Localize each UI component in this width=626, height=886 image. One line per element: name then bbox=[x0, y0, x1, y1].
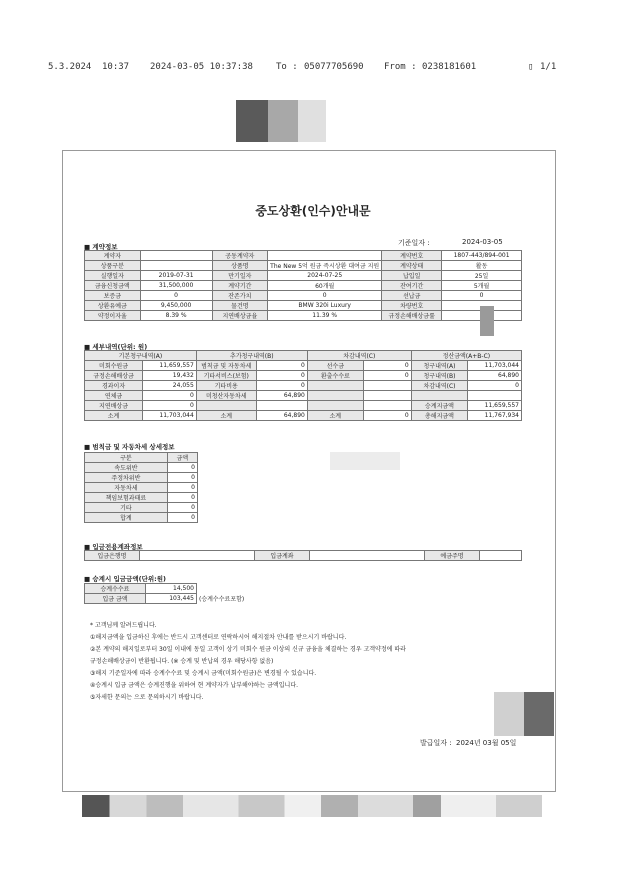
detail-value bbox=[363, 391, 411, 401]
detail-label: 연체금 bbox=[85, 391, 143, 401]
fax-timestamp: 2024-03-05 10:37:38 bbox=[150, 62, 253, 72]
detail-value bbox=[363, 401, 411, 411]
section-transfer: ■ 승계시 입금금액(단위:원) bbox=[84, 574, 166, 583]
contract-value: 1807-443/894-001 bbox=[442, 251, 522, 261]
detail-header: 기본청구내역(A) bbox=[85, 351, 197, 361]
contract-label: 상환유예금 bbox=[85, 301, 141, 311]
detail-value bbox=[468, 391, 522, 401]
contract-value: BMW 320i Luxury bbox=[268, 301, 382, 311]
contract-label: 규정손해배상금률 bbox=[382, 311, 442, 321]
detail-label: 선수금 bbox=[307, 361, 363, 371]
detail-label: 청구내역(B) bbox=[411, 371, 468, 381]
detail-value: 11,703,044 bbox=[468, 361, 522, 371]
detail-value bbox=[363, 381, 411, 391]
penalty-row bbox=[85, 483, 198, 493]
detail-header: 정산금액(A+B-C) bbox=[411, 351, 521, 361]
detail-value: 0 bbox=[363, 371, 411, 381]
section-detail: ■ 세부내역(단위: 원) bbox=[84, 342, 147, 351]
detail-header: 추가청구내역(B) bbox=[196, 351, 307, 361]
contract-value: 11.39 % bbox=[268, 311, 382, 321]
contract-value: 활동 bbox=[442, 261, 522, 271]
contract-label: 보증금 bbox=[85, 291, 141, 301]
detail-label: 소계 bbox=[196, 411, 256, 421]
base-date-label: 기준일자 : bbox=[398, 239, 430, 247]
detail-label: 경과이자 bbox=[85, 381, 143, 391]
penalty-label: 합계 bbox=[85, 513, 168, 523]
detail-label bbox=[307, 391, 363, 401]
contract-value: 5개월 bbox=[442, 281, 522, 291]
bottom-redaction-bar bbox=[82, 795, 542, 817]
detail-value: 11,659,557 bbox=[468, 401, 522, 411]
detail-value: 0 bbox=[363, 361, 411, 371]
penalty-row bbox=[85, 503, 198, 513]
contract-value: 0 bbox=[140, 291, 212, 301]
contract-label: 금융신청금액 bbox=[85, 281, 141, 291]
contract-label: 납입일 bbox=[382, 271, 442, 281]
contract-label: 계약자 bbox=[85, 251, 141, 261]
section-account: ■ 입금전용계좌정보 bbox=[84, 542, 143, 551]
detail-label: 차감내역(C) bbox=[411, 381, 468, 391]
contract-label: 지연배상금율 bbox=[212, 311, 268, 321]
contract-value: 2019-07-31 bbox=[140, 271, 212, 281]
contract-label: 계약번호 bbox=[382, 251, 442, 261]
contract-value: 31,500,000 bbox=[140, 281, 212, 291]
contract-value: The New 5억 원금 즉시상환 대여금 지원 bbox=[268, 261, 382, 271]
transfer-fee-value: 14,500 bbox=[146, 584, 197, 594]
account-number-label: 입금계좌 bbox=[255, 551, 310, 561]
note-line: ③해지 기준일자에 따라 승계수수료 및 승계시 금액(미회수원금)은 변경될 수 있습니다. bbox=[90, 670, 317, 677]
detail-value: 0 bbox=[468, 381, 522, 391]
contract-label: 계약기간 bbox=[212, 281, 268, 291]
contract-value: 9,450,000 bbox=[140, 301, 212, 311]
note-line: ①해지금액을 입금하신 후에는 반드시 고객센터로 연락하시어 해지절차 안내를 받으시기 바랍니다. bbox=[90, 634, 347, 641]
detail-row bbox=[85, 411, 522, 421]
contract-value: 25일 bbox=[442, 271, 522, 281]
transfer-fee-label: 승계수수료 bbox=[85, 584, 146, 594]
fax-from-number: 0238181601 bbox=[422, 62, 477, 72]
contract-label: 잔여기간 bbox=[382, 281, 442, 291]
contract-label: 물건명 bbox=[212, 301, 268, 311]
contract-row bbox=[85, 291, 522, 301]
detail-value: 11,767,934 bbox=[468, 411, 522, 421]
detail-value: 0 bbox=[256, 371, 307, 381]
deposit-amount-label: 입금 금액 bbox=[85, 594, 146, 604]
contract-row bbox=[85, 271, 522, 281]
redaction-block bbox=[330, 452, 400, 470]
penalty-row bbox=[85, 473, 198, 483]
detail-value: 0 bbox=[256, 361, 307, 371]
contract-value: 60개월 bbox=[268, 281, 382, 291]
penalty-row bbox=[85, 493, 198, 503]
detail-label bbox=[307, 381, 363, 391]
penalty-table bbox=[84, 452, 198, 523]
detail-value: 19,432 bbox=[143, 371, 197, 381]
contract-value bbox=[140, 251, 212, 261]
detail-value: 0 bbox=[256, 381, 307, 391]
detail-label: 소계 bbox=[307, 411, 363, 421]
deposit-amount-value: 103,445 bbox=[146, 594, 197, 604]
detail-row bbox=[85, 371, 522, 381]
detail-row bbox=[85, 381, 522, 391]
penalty-row bbox=[85, 463, 198, 473]
detail-row bbox=[85, 391, 522, 401]
issue-date: 2024년 03월 05일 bbox=[456, 739, 517, 747]
redaction-block bbox=[480, 306, 494, 336]
note-line: ④승계시 입금 금액은 승계진행을 위하여 현 계약자가 납부해야하는 금액입니다. bbox=[90, 682, 299, 689]
account-holder-label: 예금주명 bbox=[425, 551, 480, 561]
note-line: ⑤자세한 문의는 으로 문의하시기 바랍니다. bbox=[90, 694, 204, 701]
page-icon: ▯ bbox=[528, 62, 534, 72]
redaction-block bbox=[298, 100, 326, 142]
detail-label: 미회수원금 bbox=[85, 361, 143, 371]
detail-label: 기타비용 bbox=[196, 381, 256, 391]
contract-label: 약정이자율 bbox=[85, 311, 141, 321]
note-line: * 고객님께 알려드립니다. bbox=[90, 622, 157, 629]
contract-label: 실행일자 bbox=[85, 271, 141, 281]
fax-to-number: 05077705690 bbox=[304, 62, 364, 72]
note-line: 규정손해배상금이 반환됩니다. (※ 승계 및 반납의 경우 해당사항 없음) bbox=[90, 658, 274, 665]
detail-value bbox=[256, 401, 307, 411]
deposit-amount-note: (승계수수료포함) bbox=[199, 596, 245, 603]
contract-row bbox=[85, 261, 522, 271]
penalty-value: 0 bbox=[167, 513, 197, 523]
fax-page-indicator: 1/1 bbox=[540, 62, 557, 72]
document-title: 중도상환(인수)안내문 bbox=[255, 204, 371, 218]
fax-to-label: To : bbox=[276, 62, 298, 72]
contract-row bbox=[85, 311, 522, 321]
detail-label: 소계 bbox=[85, 411, 143, 421]
penalty-label: 속도위반 bbox=[85, 463, 168, 473]
contract-row bbox=[85, 251, 522, 261]
redaction-block bbox=[524, 692, 554, 736]
fax-time: 10:37 bbox=[102, 62, 130, 72]
contract-value bbox=[140, 261, 212, 271]
contract-label: 선납금 bbox=[382, 291, 442, 301]
contract-label: 만기일자 bbox=[212, 271, 268, 281]
account-table bbox=[84, 550, 522, 561]
contract-row bbox=[85, 281, 522, 291]
penalty-value: 0 bbox=[167, 503, 197, 513]
detail-value: 11,703,044 bbox=[143, 411, 197, 421]
detail-value: 0 bbox=[143, 401, 197, 411]
penalty-value: 0 bbox=[167, 493, 197, 503]
penalty-header: 구분 bbox=[85, 453, 168, 463]
contract-label: 상품명 bbox=[212, 261, 268, 271]
contract-value: 0 bbox=[442, 291, 522, 301]
contract-label: 잔존가치 bbox=[212, 291, 268, 301]
detail-label: 미청산자동차세 bbox=[196, 391, 256, 401]
penalty-header-row bbox=[85, 453, 198, 463]
redaction-block bbox=[268, 100, 298, 142]
detail-value: 0 bbox=[363, 411, 411, 421]
base-date: 2024-03-05 bbox=[462, 238, 503, 246]
contract-table bbox=[84, 250, 522, 321]
contract-row bbox=[85, 301, 522, 311]
redaction-block bbox=[494, 692, 524, 736]
penalty-header: 금액 bbox=[167, 453, 197, 463]
contract-label: 상품구분 bbox=[85, 261, 141, 271]
detail-value: 24,055 bbox=[143, 381, 197, 391]
penalty-value: 0 bbox=[167, 463, 197, 473]
detail-label: 범칙금 및 자동차세 bbox=[196, 361, 256, 371]
detail-label: 환출수수료 bbox=[307, 371, 363, 381]
contract-value: 0 bbox=[268, 291, 382, 301]
detail-label bbox=[411, 391, 468, 401]
penalty-value: 0 bbox=[167, 473, 197, 483]
penalty-label: 주정차위반 bbox=[85, 473, 168, 483]
contract-value bbox=[268, 251, 382, 261]
bank-name-label: 입금은행명 bbox=[85, 551, 140, 561]
fax-from-label: From : bbox=[384, 62, 417, 72]
fax-date: 5.3.2024 bbox=[48, 62, 92, 72]
detail-header: 차감내역(C) bbox=[307, 351, 411, 361]
transfer-table bbox=[84, 583, 247, 604]
section-contract: ■ 계약정보 bbox=[84, 242, 118, 251]
contract-label: 계약상태 bbox=[382, 261, 442, 271]
detail-label: 규정손해배상금 bbox=[85, 371, 143, 381]
contract-value: 2024-07-25 bbox=[268, 271, 382, 281]
detail-label bbox=[307, 401, 363, 411]
penalty-row bbox=[85, 513, 198, 523]
note-line: ②본 계약의 해지일로부터 30일 이내에 동일 고객이 상기 미회수 원금 이상의 신규 금융을 체결하는 경우 고객약정에 따라 bbox=[90, 646, 406, 653]
penalty-label: 자동차세 bbox=[85, 483, 168, 493]
detail-value: 0 bbox=[143, 391, 197, 401]
detail-header-row bbox=[85, 351, 522, 361]
detail-label bbox=[196, 401, 256, 411]
detail-value: 11,659,557 bbox=[143, 361, 197, 371]
detail-label: 지연배상금 bbox=[85, 401, 143, 411]
issue-date-label: 발급일자 : bbox=[420, 739, 452, 747]
detail-row bbox=[85, 361, 522, 371]
penalty-label: 기타 bbox=[85, 503, 168, 513]
contract-value: 8.39 % bbox=[140, 311, 212, 321]
detail-value: 64,890 bbox=[256, 391, 307, 401]
contract-label: 공동계약자 bbox=[212, 251, 268, 261]
penalty-label: 책임보험과태료 bbox=[85, 493, 168, 503]
detail-label: 총해지금액 bbox=[411, 411, 468, 421]
contract-label: 차량번호 bbox=[382, 301, 442, 311]
detail-table bbox=[84, 350, 522, 421]
detail-label: 청구내역(A) bbox=[411, 361, 468, 371]
section-penalty: ■ 범칙금 및 자동차세 상세정보 bbox=[84, 442, 175, 451]
redaction-block bbox=[236, 100, 268, 142]
penalty-value: 0 bbox=[167, 483, 197, 493]
detail-value: 64,890 bbox=[256, 411, 307, 421]
detail-label: 승계지금액 bbox=[411, 401, 468, 411]
detail-row bbox=[85, 401, 522, 411]
detail-value: 64,890 bbox=[468, 371, 522, 381]
detail-label: 기타서비스(보험) bbox=[196, 371, 256, 381]
